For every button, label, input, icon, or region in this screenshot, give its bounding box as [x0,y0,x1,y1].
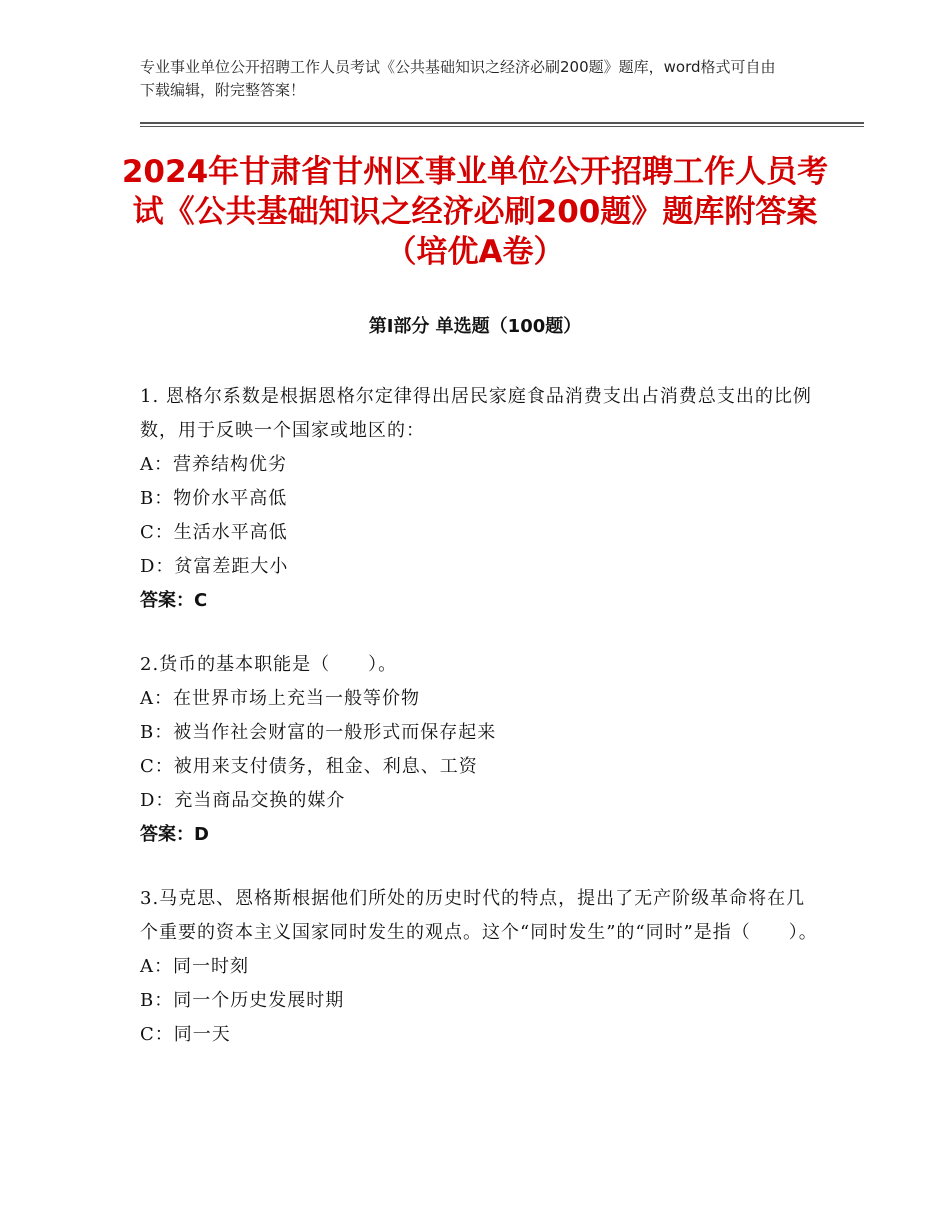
answer: 答案：D [140,824,209,845]
question-text: 1. 恩格尔系数是根据恩格尔定律得出居民家庭食品消费支出占消费总支出的比例数，用于反映一个国家或地区的： [140,386,812,441]
header-note: 专业事业单位公开招聘工作人员考试《公共基础知识之经济必刷200题》题库，word格式可自由下载编辑，附完整答案！ [140,58,776,99]
header-rule-thick [140,122,864,124]
option-d: D：贫富差距大小 [140,556,289,577]
option-a: A：在世界市场上充当一般等价物 [140,688,420,709]
option-b: B：被当作社会财富的一般形式而保存起来 [140,722,497,743]
question-list [140,380,820,1082]
option-a: A：同一时刻 [140,956,249,977]
option-a: A：营养结构优劣 [140,454,287,475]
option-b: B：同一个历史发展时期 [140,990,345,1011]
question-text: 3.马克思、恩格斯根据他们所处的历史时代的特点，提出了无产阶级革命将在几个重要的资本主义国家同时发生的观点。这个“同时发生”的“同时”是指（ ）。 [140,888,818,943]
header-rule-thin [140,126,864,127]
option-c: C：被用来支付债务，租金、利息、工资 [140,756,478,777]
question-3 [140,882,820,1052]
question-1 [140,380,820,618]
answer: 答案：C [140,590,208,611]
option-c: C：生活水平高低 [140,522,288,543]
question-text: 2.货币的基本职能是（ ）。 [140,654,398,675]
question-2 [140,648,820,852]
document-title: 2024年甘肃省甘州区事业单位公开招聘工作人员考试《公共基础知识之经济必刷200题》题库附答案（培优A卷） [121,154,829,270]
section-title: 第Ⅰ部分 单选题（100题） [368,316,582,337]
option-b: B：物价水平高低 [140,488,288,509]
option-d: D：充当商品交换的媒介 [140,790,346,811]
option-c: C：同一天 [140,1024,231,1045]
